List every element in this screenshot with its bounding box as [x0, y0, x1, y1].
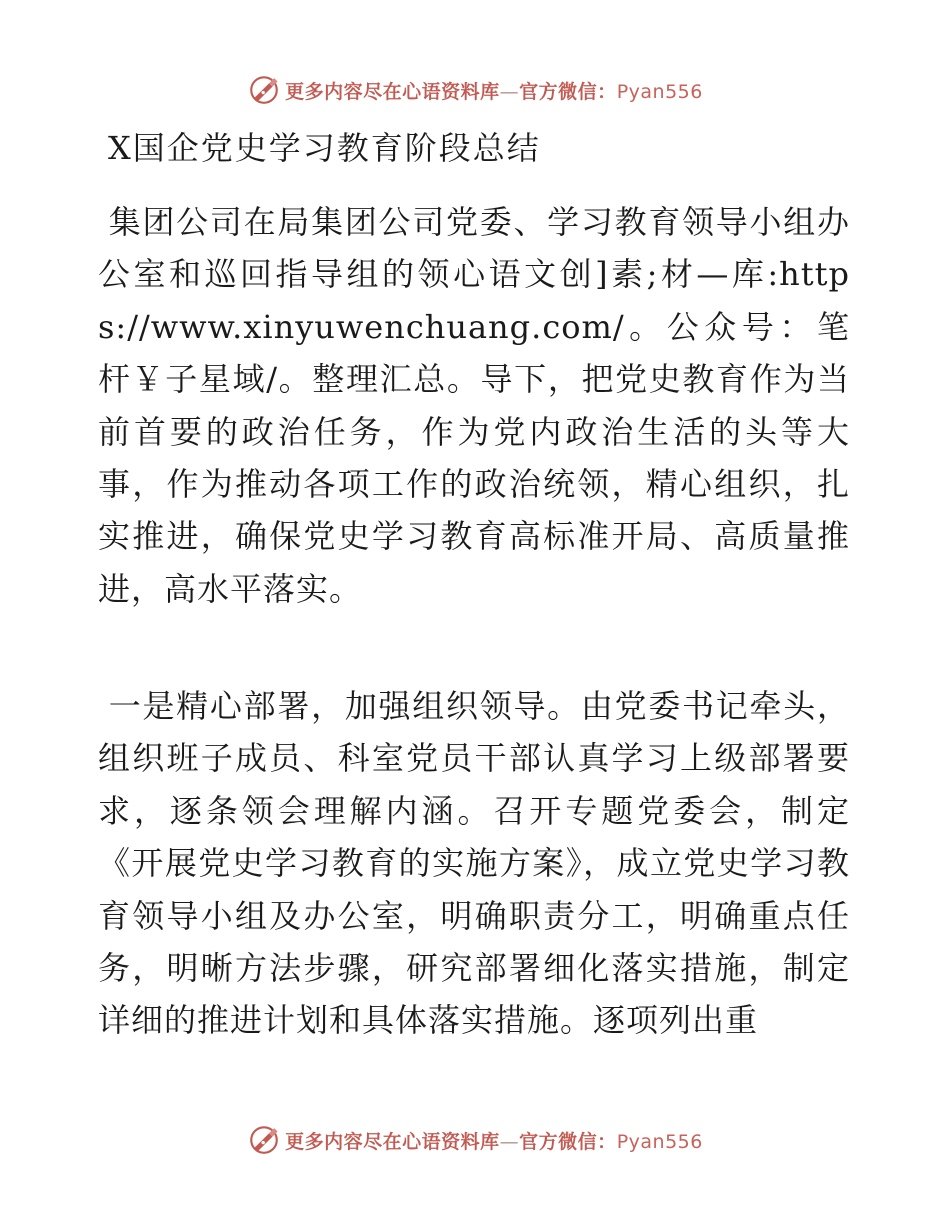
banner-wechat-id: Pyan556 [616, 1130, 703, 1153]
banner-brand-text: 更多内容尽在心语资料库 [285, 1130, 500, 1153]
body-paragraph-1-text: 集团公司在局集团公司党委、学习教育领导小组办公室和巡回指导组的领心语文创]素;材—库:https://www.xinyuwenchuang.com/。公众号：笔杆￥子星域/。整理汇总。导下，把党史教育作为当前首要的政治任务，作为党内政治生活的头等大事，作为推动各项工作的政治统领，精心组织，扎实推进，确保党史学习教育高标准开局、高质量推进，高水平落实。 [98, 203, 850, 608]
banner-wechat-label: 官方微信： [519, 1130, 617, 1153]
banner-wechat-id: Pyan556 [616, 80, 703, 103]
footer-watermark-banner [0, 1118, 950, 1162]
banner-brand-text: 更多内容尽在心语资料库 [285, 80, 500, 103]
banner-separator: — [499, 80, 520, 103]
banner-text [285, 77, 703, 104]
body-paragraph-1 [98, 196, 850, 615]
banner-text [285, 1127, 703, 1154]
body-paragraph-2-text: 一是精心部署，加强组织领导。由党委书记牵头，组织班子成员、科室党员干部认真学习上级部署要求，逐条领会理解内涵。召开专题党委会，制定《开展党史学习教育的实施方案》，成立党史学习教育领导小组及办公室，明确职责分工，明确重点任务，明晰方法步骤，研究部署细化落实措施，制定详细的推进计划和具体落实措施。逐项列出重 [98, 687, 850, 1040]
body-paragraph-2 [98, 680, 850, 1047]
banner-wechat-label: 官方微信： [519, 80, 617, 103]
header-watermark-banner [0, 68, 950, 112]
banner-separator: — [499, 1130, 520, 1153]
pen-nib-logo-icon [247, 73, 281, 107]
document-title: X国企党史学习教育阶段总结 [108, 129, 541, 167]
pen-nib-logo-icon [247, 1123, 281, 1157]
